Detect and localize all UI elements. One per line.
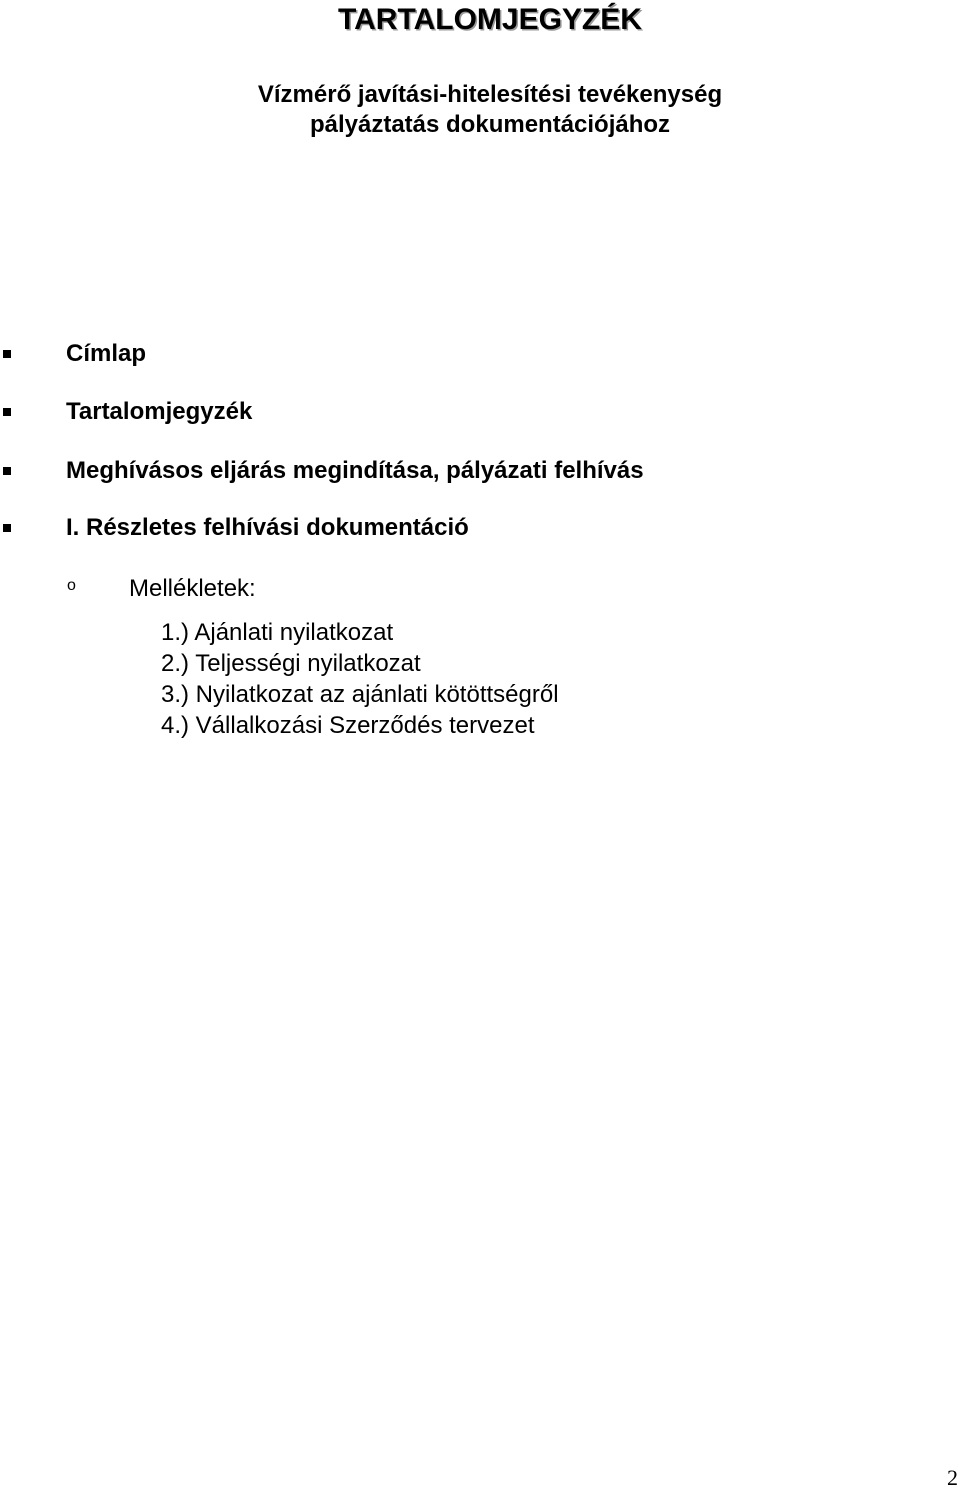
attachment-item: 2.) Teljességi nyilatkozat (161, 650, 421, 677)
square-bullet-icon (3, 524, 11, 532)
page-number: 2 (947, 1465, 958, 1490)
square-bullet-icon (3, 467, 11, 475)
toc-item-label: Tartalomjegyzék (66, 398, 253, 425)
attachment-item: 1.) Ajánlati nyilatkozat (161, 619, 394, 646)
subtitle (0, 80, 960, 140)
circle-bullet-icon: o (67, 577, 76, 594)
attachment-item: 4.) Vállalkozási Szerződés tervezet (161, 712, 535, 739)
toc-item-label: I. Részletes felhívási dokumentáció (66, 514, 469, 541)
page-title: TARTALOMJEGYZÉK (338, 3, 642, 36)
sub-item-label: Mellékletek: (129, 575, 256, 602)
square-bullet-icon (3, 350, 11, 358)
toc-item-label: Címlap (66, 340, 147, 367)
attachment-item: 3.) Nyilatkozat az ajánlati kötöttségről (161, 681, 559, 708)
subtitle-line-1: Vízmérő javítási-hitelesítési tevékenység (257, 81, 723, 108)
subtitle-line-2: pályáztatás dokumentációjához (309, 111, 671, 138)
attachments-list (161, 617, 559, 741)
toc-item-label: Meghívásos eljárás megindítása, pályázati felhívás (66, 457, 644, 484)
square-bullet-icon (3, 408, 11, 416)
